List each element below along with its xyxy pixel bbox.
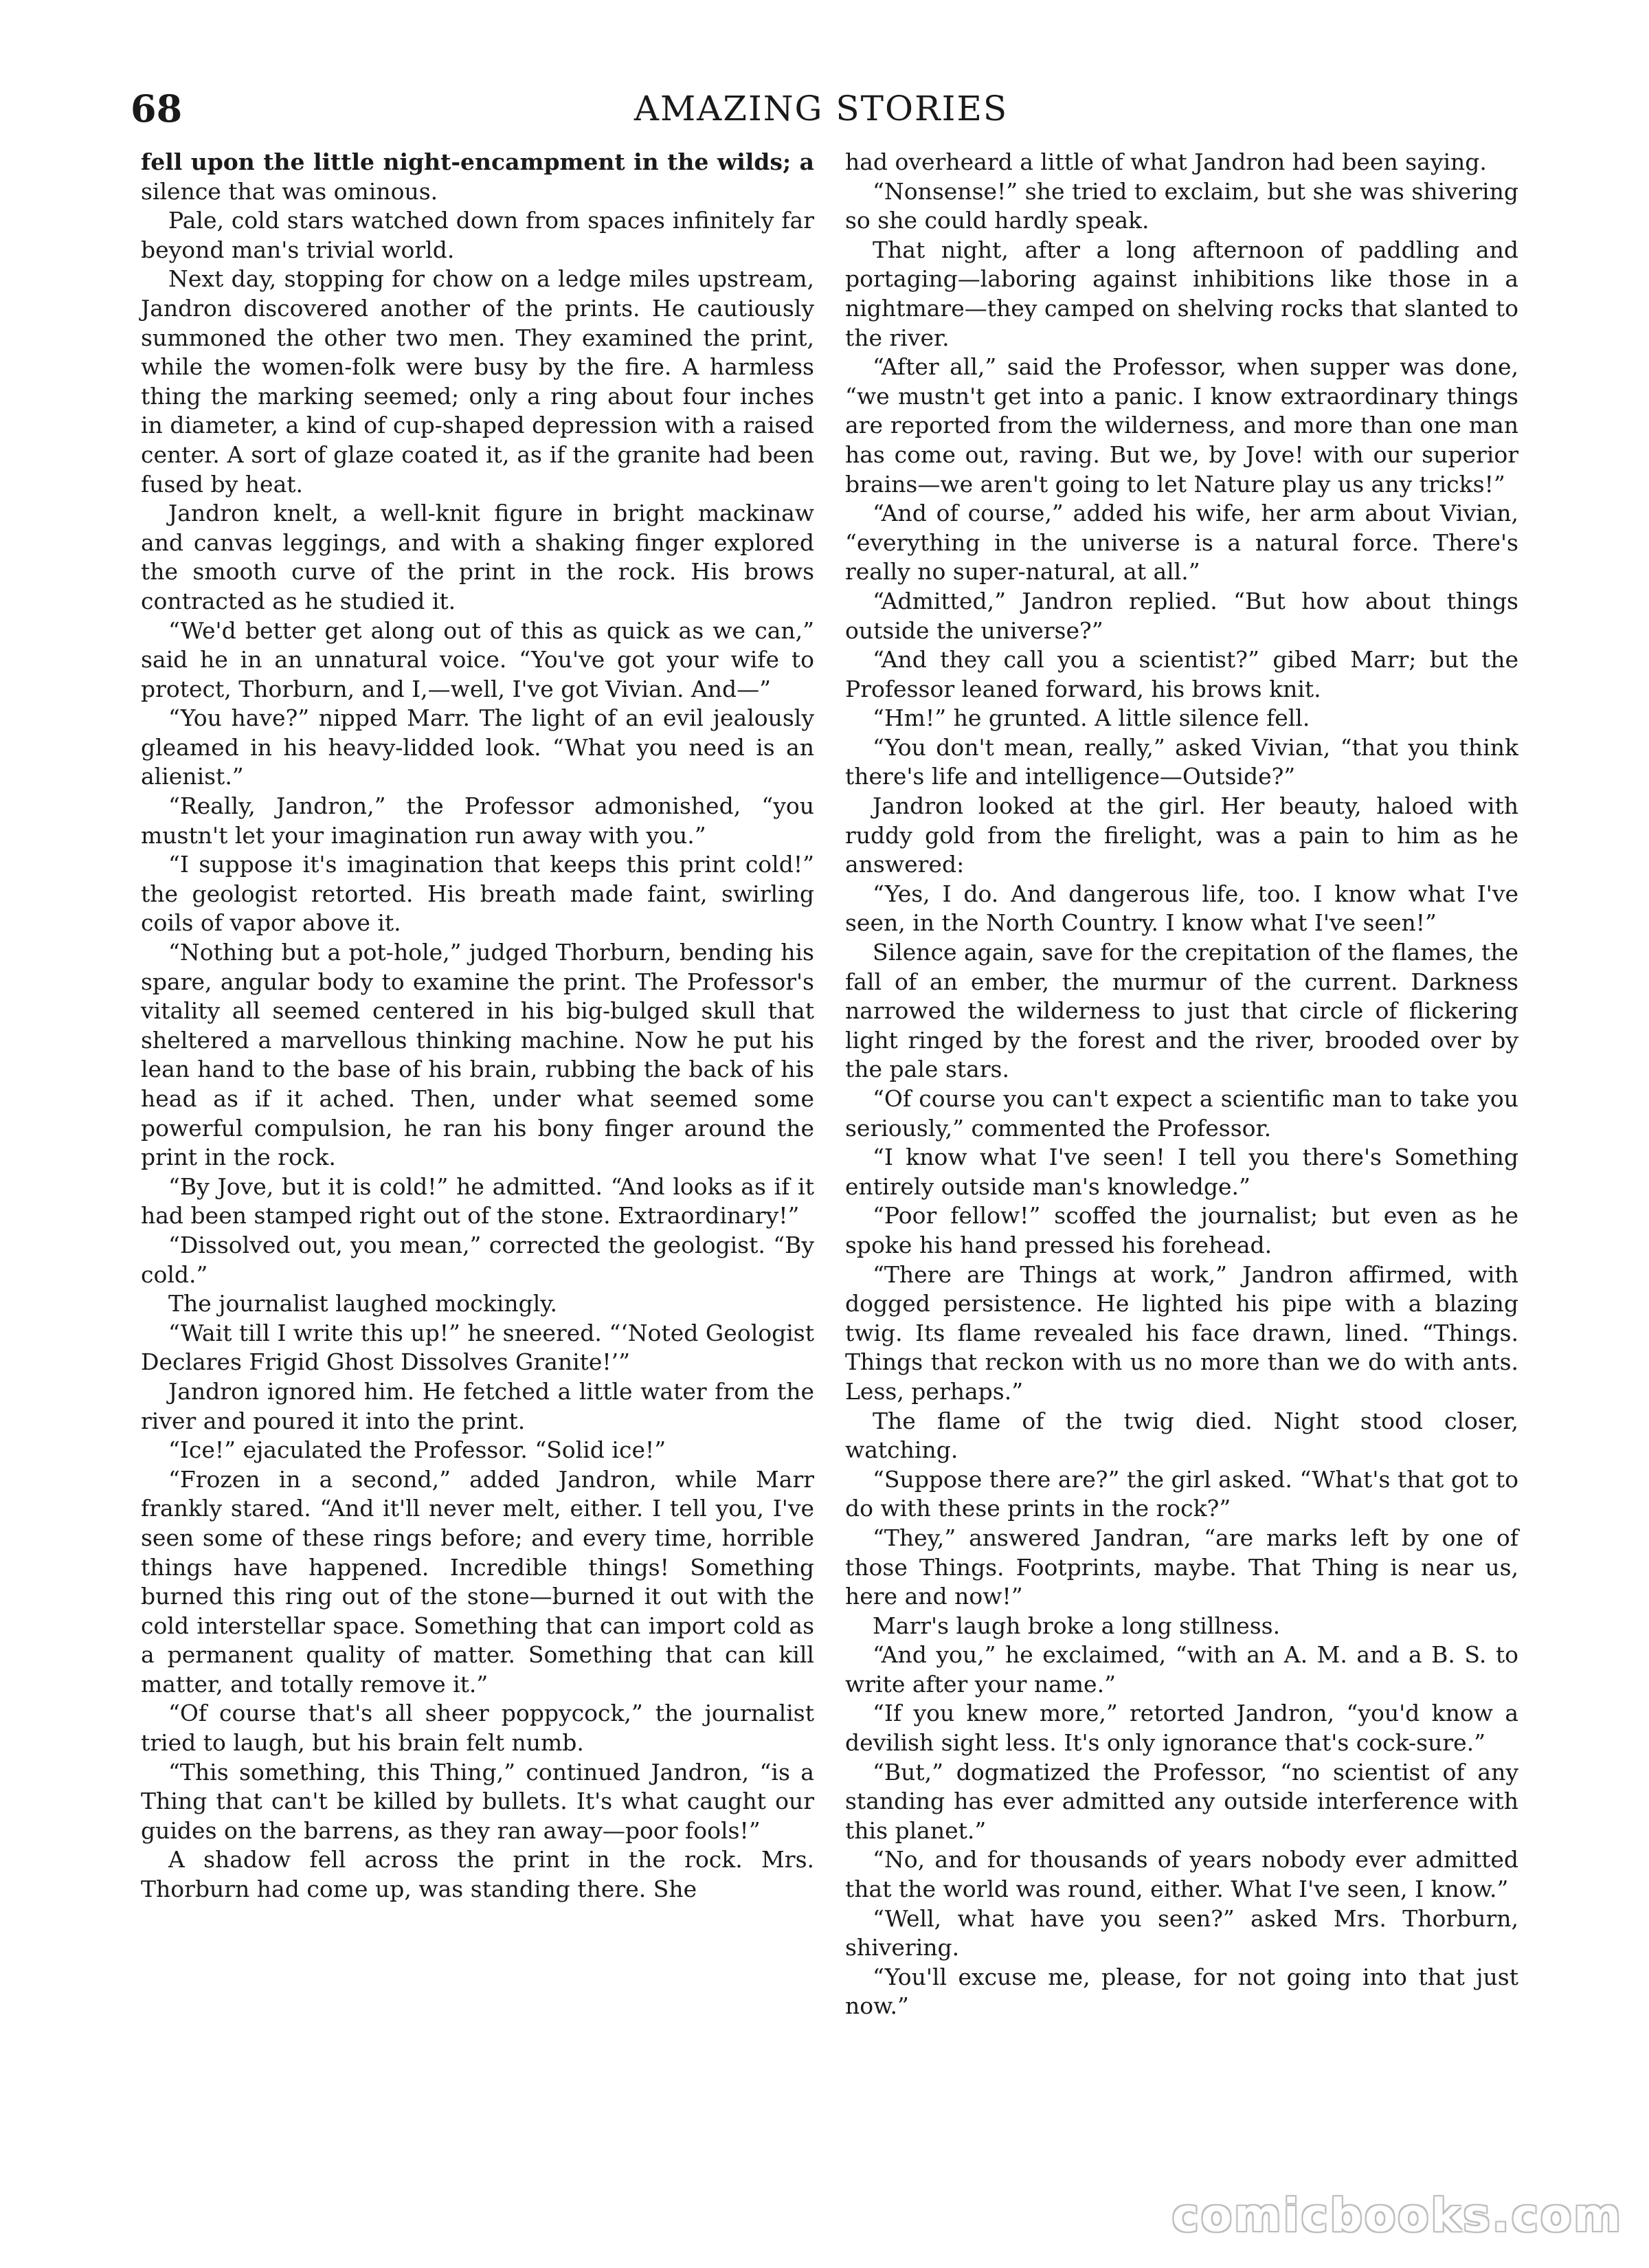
paragraph: The flame of the twig died. Night stood closer, watching. — [845, 1407, 1518, 1464]
paragraph: Jandron knelt, a well-knit figure in bright mackinaw and canvas leggings, and with a shaking finger explored the smooth curve of the print in the rock. His brows contracted as he studied it. — [141, 500, 814, 614]
paragraph: “Hm!” he grunted. A little silence fell. — [873, 704, 1310, 732]
paragraph: Jandron looked at the girl. Her beauty, haloed with ruddy gold from the firelight, was a pain to him as he answered: — [845, 792, 1518, 878]
paragraph: Marr's laugh broke a long stillness. — [873, 1612, 1281, 1639]
paragraph: “Ice!” ejaculated the Professor. “Solid ice!” — [168, 1436, 666, 1464]
paragraph: “Well, what have you seen?” asked Mrs. Thorburn, shivering. — [845, 1904, 1518, 1961]
paragraph: “Dissolved out, you mean,” corrected the geologist. “By cold.” — [141, 1231, 814, 1288]
paragraph: “Nothing but a pot-hole,” judged Thorburn, bending his spare, angular body to examine the print. The Professor's vitality all seemed centered in his big-bulged skull that sheltered a marvellous thinking machine. Now he put his lean hand to the base of his brain, rubbing the back of his head as if it ached. Then, under what seemed some powerful compulsion, he ran his bony finger around the print in the rock. — [141, 939, 814, 1171]
paragraph: Silence again, save for the crepitation of the flames, the fall of an ember, the murmur of the current. Darkness narrowed the wilderness to just that circle of flickering light ringed by the forest and the river, brooded over by the pale stars. — [845, 939, 1518, 1083]
paragraph: “We'd better get along out of this as quick as we can,” said he in an unnatural voice. “You've got your wife to protect, Thorburn, and I,—well, I've got Vivian. And—” — [141, 616, 814, 702]
paragraph: A shadow fell across the print in the rock. Mrs. Thorburn had come up, was standing there. She — [141, 1846, 814, 1903]
paragraph: “And of course,” added his wife, her arm about Vivian, “everything in the universe is a natural force. There's really no super-natural, at all.” — [845, 500, 1518, 586]
paragraph: Pale, cold stars watched down from spaces infinitely far beyond man's trivial world. — [141, 207, 814, 263]
paragraph: fell upon the little night-encampment in the wilds; a silence that was ominous. — [141, 148, 814, 205]
paragraph: “And you,” he exclaimed, “with an A. M. and a B. S. to write after your name.” — [845, 1641, 1518, 1698]
paragraph: “Of course that's all sheer poppycock,” the journalist tried to laugh, but his brain felt numb. — [141, 1700, 814, 1757]
paragraph: “If you knew more,” retorted Jandron, “you'd know a devilish sight less. It's only ignorance that's cock-sure.” — [845, 1700, 1518, 1757]
paragraph: “After all,” said the Professor, when supper was done, “we mustn't get into a panic. I know extraordinary things are reported from the wilderness, and more than one man has come out, raving. But we, by Jove! with our superior brains—we aren't going to let Nature play us any tricks!” — [845, 353, 1518, 498]
running-title: AMAZING STORIES — [633, 89, 1009, 129]
paragraph: “No, and for thousands of years nobody ever admitted that the world was round, either. What I've seen, I know.” — [845, 1846, 1518, 1903]
paragraph: “But,” dogmatized the Professor, “no scientist of any standing has ever admitted any outside interference with this planet.” — [845, 1758, 1518, 1844]
paragraph: Jandron ignored him. He fetched a little water from the river and poured it into the print. — [141, 1377, 814, 1434]
paragraph: “You don't mean, really,” asked Vivian, “that you think there's life and intelligence—Outside?” — [845, 733, 1518, 790]
paragraph: “Poor fellow!” scoffed the journalist; but even as he spoke his hand pressed his forehead. — [845, 1202, 1518, 1258]
paragraph: “I suppose it's imagination that keeps this print cold!” the geologist retorted. His breath made faint, swirling coils of vapor above it. — [141, 851, 814, 937]
paragraph: “And they call you a scientist?” gibed Marr; but the Professor leaned forward, his brows knit. — [845, 646, 1518, 702]
paragraph: “By Jove, but it is cold!” he admitted. “And looks as if it had been stamped right out of the stone. Extraordinary!” — [141, 1172, 814, 1230]
left-column — [141, 148, 814, 1904]
paragraph: “Suppose there are?” the girl asked. “What's that got to do with these prints in the rock?” — [845, 1465, 1518, 1522]
paragraph: “Wait till I write this up!” he sneered. “‘Noted Geologist Declares Frigid Ghost Dissolves Granite!’” — [141, 1319, 814, 1376]
page-header — [131, 88, 1512, 136]
right-column — [845, 148, 1518, 2021]
paragraph: The journalist laughed mockingly. — [168, 1290, 558, 1318]
paragraph: Next day, stopping for chow on a ledge miles upstream, Jandron discovered another of the prints. He cautiously summoned the other two men. They examined the print, while the women-folk were busy by the fire. A harmless thing the marking seemed; only a ring about four inches in diameter, a kind of cup-shaped depression with a raised center. A sort of glaze coated it, as if the granite had been fused by heat. — [141, 265, 814, 498]
paragraph: “Really, Jandron,” the Professor admonished, “you mustn't let your imagination run away with you.” — [141, 792, 814, 849]
paragraph: “Frozen in a second,” added Jandron, while Marr frankly stared. “And it'll never melt, either. I tell you, I've seen some of these rings before; and every time, horrible things have happened. Incredible things! Something burned this ring out of the stone—burned it out with the cold interstellar space. Something that can import cold as a permanent quality of matter. Something that can kill matter, and totally remove it.” — [141, 1465, 814, 1698]
paragraph: “Nonsense!” she tried to exclaim, but she was shivering so she could hardly speak. — [845, 177, 1518, 234]
paragraph: “You have?” nipped Marr. The light of an evil jealously gleamed in his heavy-lidded look. “What you need is an alienist.” — [141, 704, 814, 790]
paragraph: That night, after a long afternoon of paddling and portaging—laboring against inhibitions like those in a nightmare—they camped on shelving rocks that slanted to the river. — [845, 236, 1518, 351]
paragraph: “There are Things at work,” Jandron affirmed, with dogged persistence. He lighted his pipe with a blazing twig. Its flame revealed his face drawn, lined. “Things. Things that reckon with us no more than we do with ants. Less, perhaps.” — [845, 1260, 1518, 1405]
paragraph: had overheard a little of what Jandron had been saying. — [845, 148, 1487, 175]
paragraph: “This something, this Thing,” continued Jandron, “is a Thing that can't be killed by bullets. It's what caught our guides on the barrens, as they ran away—poor fools!” — [141, 1758, 814, 1844]
paragraph: “They,” answered Jandran, “are marks left by one of those Things. Footprints, maybe. That Thing is near us, here and now!” — [845, 1524, 1518, 1610]
page-number: 68 — [131, 87, 183, 131]
paragraph: “Yes, I do. And dangerous life, too. I know what I've seen, in the North Country. I know what I've seen!” — [845, 880, 1518, 937]
paragraph: “Of course you can't expect a scientific man to take you seriously,” commented the Professor. — [845, 1085, 1518, 1142]
site-watermark: comicbooks.com — [1171, 2189, 1623, 2242]
paragraph: “You'll excuse me, please, for not going into that just now.” — [845, 1963, 1518, 2020]
paragraph: “Admitted,” Jandron replied. “But how about things outside the universe?” — [845, 587, 1518, 644]
paragraph: “I know what I've seen! I tell you there's Something entirely outside man's knowledge.” — [845, 1144, 1518, 1200]
